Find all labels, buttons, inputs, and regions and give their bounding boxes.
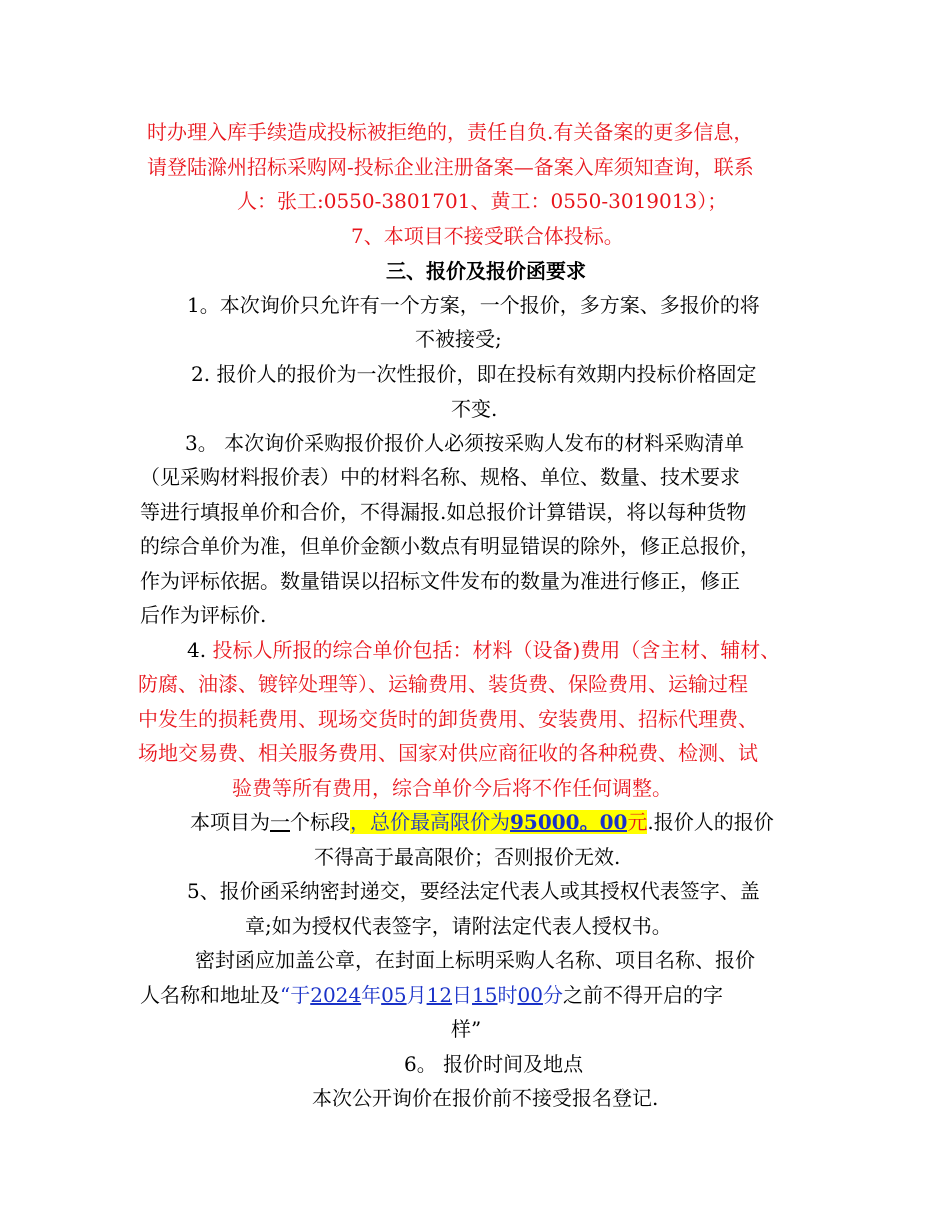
date-day: 12 bbox=[426, 983, 453, 1007]
inline-text: 年 bbox=[361, 983, 382, 1007]
text-line: 等进行填报单价和合价，不得漏报.如总报价计算错误，将以每种货物 bbox=[140, 500, 747, 524]
text-line bbox=[190, 807, 774, 837]
text-line: 后作为评标价. bbox=[140, 603, 267, 627]
text-line: 时办理入库手续造成投标被拒绝的，责任自负.有关备案的更多信息， bbox=[147, 120, 754, 144]
text-line: 本次公开询价在报价前不接受报名登记. bbox=[312, 1086, 659, 1110]
text-line bbox=[140, 980, 723, 1010]
inline-text: .报价人的报价 bbox=[647, 810, 774, 834]
text-line: 的综合单价为准，但单价金额小数点有明显错误的除外，修正总报价， bbox=[140, 534, 760, 558]
text-line: 5、报价函采纳密封递交，要经法定代表人或其授权代表签字、盖 bbox=[187, 879, 760, 903]
text-line: 不变. bbox=[451, 397, 498, 421]
text-line: 验费等所有费用，综合单价今后将不作任何调整。 bbox=[232, 776, 672, 800]
section-heading: 三、报价及报价函要求 bbox=[386, 259, 586, 283]
inline-text: “于 bbox=[280, 983, 311, 1007]
date-year: 2024 bbox=[310, 983, 362, 1007]
text-line: （见采购材料报价表）中的材料名称、规格、单位、数量、技术要求 bbox=[140, 465, 740, 489]
text-line: 样” bbox=[451, 1017, 482, 1041]
subsection-heading: 6。 报价时间及地点 bbox=[404, 1052, 584, 1076]
text-line: 作为评标依据。数量错误以招标文件发布的数量为准进行修正，修正 bbox=[140, 569, 740, 593]
text-line: 章;如为授权代表签字，请附法定代表人授权书。 bbox=[245, 914, 672, 938]
text-line: 不得高于最高限价；否则报价无效. bbox=[314, 845, 621, 869]
inline-text: 时 bbox=[497, 983, 518, 1007]
inline-text: 日 bbox=[452, 983, 473, 1007]
inline-text: 之前不得开启的字 bbox=[562, 983, 723, 1007]
lot-count: 一 bbox=[270, 810, 290, 834]
date-month: 05 bbox=[381, 983, 407, 1007]
text-line: 防腐、油漆、镀锌处理等）、运输费用、装货费、保险费用、运输过程 bbox=[138, 672, 748, 696]
text-line: 中发生的损耗费用、现场交货时的卸货费用、安装费用、招标代理费、 bbox=[138, 707, 758, 731]
text-line: 2. 报价人的报价为一次性报价，即在投标有效期内投标价格固定 bbox=[191, 362, 757, 386]
inline-text: 月 bbox=[406, 983, 427, 1007]
text-line: 人：张工:0550-3801701、黄工：0550-3019013）； bbox=[237, 189, 728, 213]
text-line: 密封函应加盖公章，在封面上标明采购人名称、项目名称、报价 bbox=[195, 948, 755, 972]
text-line: 不被接受; bbox=[415, 327, 502, 351]
inline-text: 人名称和地址及 bbox=[140, 983, 280, 1007]
inline-text: 投标人所报的综合单价包括：材料（设备)费用（含主材、辅材、 bbox=[212, 638, 781, 662]
time-hour: 15 bbox=[472, 983, 498, 1007]
time-minute: 00 bbox=[517, 983, 543, 1007]
text-line: 7、本项目不接受联合体投标。 bbox=[351, 224, 624, 248]
text-line bbox=[187, 635, 780, 665]
price-limit-label: ，总价最高限价为 bbox=[350, 810, 510, 834]
text-line: 1。本次询价只允许有一个方案，一个报价，多方案、多报价的将 bbox=[187, 293, 760, 317]
price-limit-amount: 95000。00 bbox=[510, 810, 628, 834]
text-line: 3。 本次询价采购报价报价人必须按采购人发布的材料采购清单 bbox=[185, 431, 745, 455]
inline-text: 本项目为 bbox=[190, 810, 270, 834]
price-limit-unit: 元 bbox=[627, 810, 648, 834]
text-line: 请登陆滁州招标采购网-投标企业注册备案—备案入库须知查询，联系 bbox=[147, 155, 754, 179]
inline-text: 分 bbox=[542, 983, 563, 1007]
text-line: 场地交易费、相关服务费用、国家对供应商征收的各种税费、检测、试 bbox=[138, 741, 758, 765]
inline-text: 个标段 bbox=[290, 810, 350, 834]
list-number: 4. bbox=[187, 638, 213, 662]
